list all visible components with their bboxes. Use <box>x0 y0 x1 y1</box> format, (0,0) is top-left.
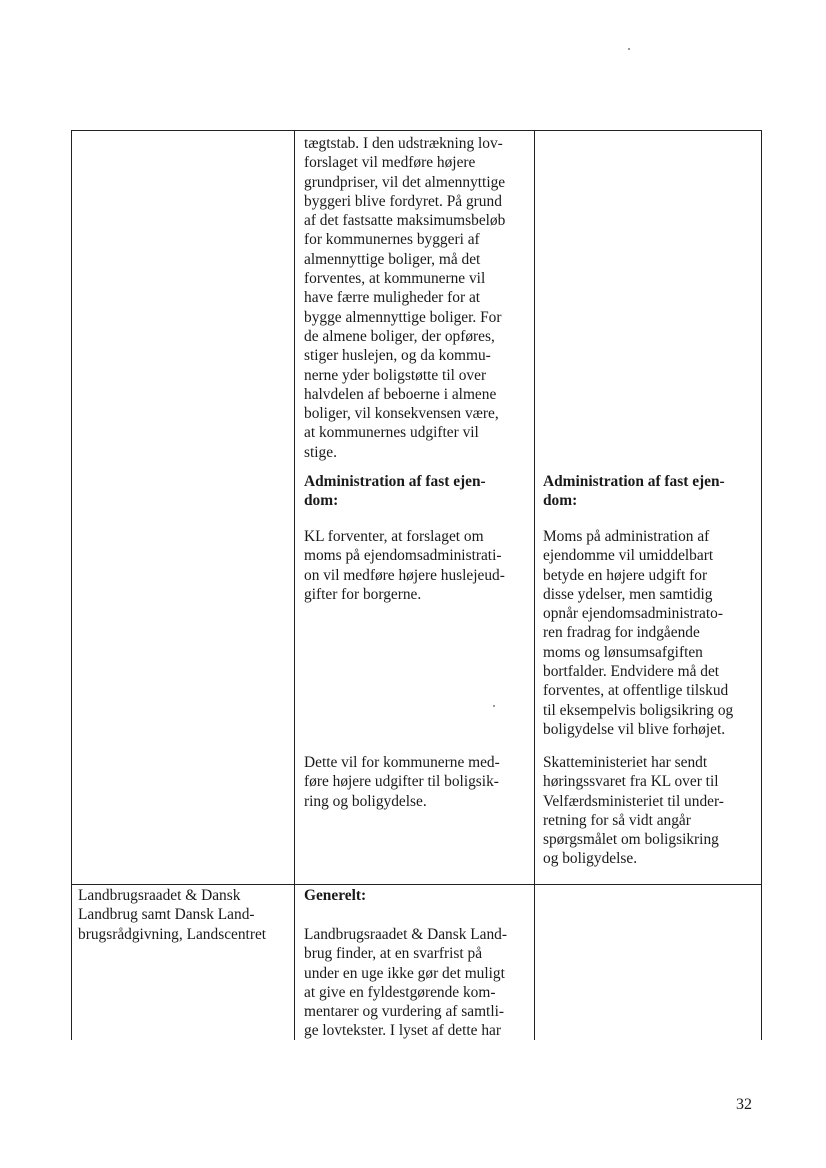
row1-col2-para1 <box>304 134 532 462</box>
paragraph: KL forventer, at forslaget om moms på ejendomsadministrati- on vil medføre højere huslejeud- gifter for borgerne. <box>304 528 505 603</box>
scan-speck <box>628 48 630 50</box>
row1-col3-para2 <box>543 753 759 869</box>
page-number: 32 <box>736 1096 752 1113</box>
row2-col1-respondent <box>78 886 292 944</box>
paragraph: Dette vil for kommunerne med- føre højere udgifter til boligsik- ring og boligydelse. <box>304 754 500 810</box>
row2-col2-para1 <box>304 925 532 1041</box>
row1-col3-heading <box>543 472 759 511</box>
column-divider-1 <box>294 130 295 1040</box>
section-heading: Administration af fast ejen- dom: <box>543 473 725 510</box>
column-divider-2 <box>534 130 535 1040</box>
paragraph: Landbrugsraadet & Dansk Land- brug finder, at en svarfrist på under en uge ikke gør det muligt at give en fyldestgørende kom- mentarer og vurdering af samtli- ge lovtekster. I lyset af dette har <box>304 926 508 1040</box>
paragraph: tægtstab. I den udstrækning lov- forslaget vil medføre højere grundpriser, vil det almennyttige byggeri blive fordyret. På grund af det fastsatte maksimumsbeløb for kommunernes byggeri af almennyttige boliger, må det forventes, at kommunerne vil have færre muligheder for at bygge almennyttige boliger. For de almene boliger, der opføres, stiger huslejen, og da kommu- nerne yder boligstøtte til over halvdelen af beboerne i almene boliger, vil konsekvensen være, at kommunernes udgifter vil stige. <box>304 135 506 461</box>
section-heading: Administration af fast ejen- dom: <box>304 473 486 510</box>
row-divider <box>71 884 762 885</box>
row1-col2-para2 <box>304 527 532 604</box>
row1-col2-heading <box>304 472 532 511</box>
row2-col2-heading <box>304 886 532 905</box>
table-right-border <box>761 130 762 1040</box>
respondent-name: Landbrugsraadet & Dansk Landbrug samt Dansk Land- brugsrådgivning, Landscentret <box>78 887 267 943</box>
paragraph: Moms på administration af ejendomme vil umiddelbart betyde en højere udgift for disse ydelser, men samtidig opnår ejendomsadministrato- ren fradrag for indgående moms og lønsumsafgiften bortfalder. Endvidere må det forventes, at offentlige tilskud til eksempelvis boligsikring og boligydelse vil blive forhøjet. <box>543 528 734 738</box>
section-heading: Generelt: <box>304 887 367 904</box>
row1-col3-para1 <box>543 527 759 739</box>
table-top-border <box>71 130 762 131</box>
table-left-border <box>71 130 72 1040</box>
paragraph: Skatteministeriet har sendt høringssvaret fra KL over til Velfærdsministeriet til under- retning for så vidt angår spørgsmålet om boligsikring og boligydelse. <box>543 754 724 868</box>
scan-speck <box>493 705 495 707</box>
row1-col2-para3 <box>304 753 532 811</box>
